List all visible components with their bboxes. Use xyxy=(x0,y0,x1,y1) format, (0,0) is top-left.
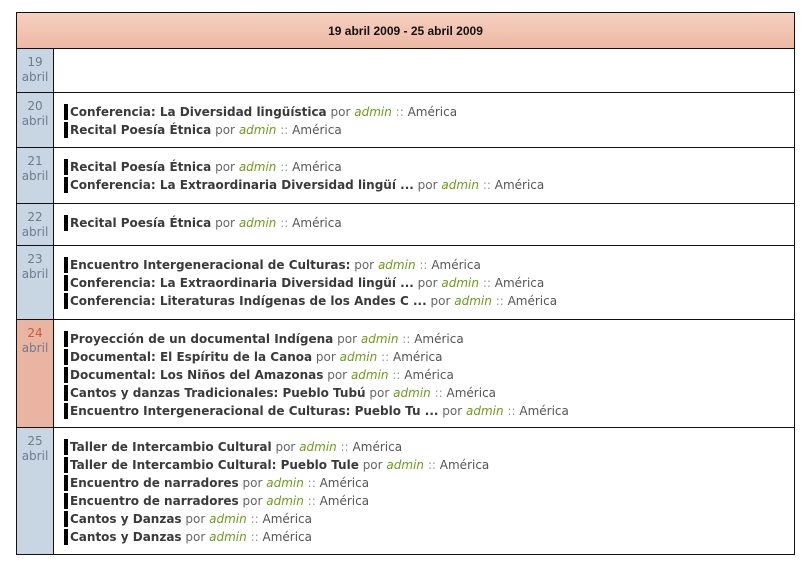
event-por-label: por xyxy=(215,123,235,137)
day-date-cell[interactable] xyxy=(17,49,54,92)
event-por-label: por xyxy=(275,440,296,454)
day-events xyxy=(54,49,794,92)
event-item xyxy=(64,274,794,292)
day-row xyxy=(17,428,794,554)
event-author-link[interactable]: admin xyxy=(238,123,277,137)
event-marker-icon xyxy=(64,331,68,347)
event-item xyxy=(64,256,794,274)
event-title-link[interactable]: Documental: Los Niños del Amazonas xyxy=(70,368,324,382)
day-events xyxy=(54,428,794,554)
event-category-link[interactable]: América xyxy=(292,160,342,174)
day-row xyxy=(17,49,794,93)
event-category-link[interactable]: América xyxy=(404,368,454,382)
event-author-link[interactable]: admin xyxy=(354,105,392,119)
day-month: abril xyxy=(21,70,49,84)
event-por-label: por xyxy=(417,276,438,290)
event-item xyxy=(64,176,794,194)
day-events xyxy=(54,148,794,203)
event-marker-icon xyxy=(64,493,68,509)
event-category-link[interactable]: América xyxy=(507,294,558,308)
day-number: 20 xyxy=(27,99,43,113)
event-por-label: por xyxy=(242,494,263,508)
event-separator: :: xyxy=(419,258,428,272)
event-por-label: por xyxy=(185,530,206,544)
day-list xyxy=(17,49,794,554)
event-item xyxy=(64,438,794,456)
event-author-link[interactable]: admin xyxy=(350,368,389,382)
day-date-cell[interactable] xyxy=(17,428,54,554)
day-date-cell[interactable] xyxy=(17,204,54,245)
event-category-link[interactable]: América xyxy=(262,530,312,544)
day-number: 21 xyxy=(27,154,43,168)
event-separator: :: xyxy=(280,123,289,137)
event-marker-icon xyxy=(64,275,68,291)
event-title-link[interactable]: Cantos y Danzas xyxy=(70,512,182,526)
event-category-link[interactable]: América xyxy=(262,512,312,526)
day-date-cell[interactable] xyxy=(17,246,54,319)
event-por-label: por xyxy=(327,368,348,382)
event-author-link[interactable]: admin xyxy=(266,476,304,490)
event-separator: :: xyxy=(395,105,404,119)
event-author-link[interactable]: admin xyxy=(339,350,378,364)
event-separator: :: xyxy=(381,350,390,364)
day-month: abril xyxy=(21,114,49,128)
day-row xyxy=(17,320,794,428)
event-separator: :: xyxy=(280,216,289,230)
event-item xyxy=(64,402,794,420)
day-number: 24 xyxy=(27,326,43,340)
event-author-link[interactable]: admin xyxy=(209,530,247,544)
event-marker-icon xyxy=(64,367,68,383)
day-row xyxy=(17,246,794,320)
event-title-link[interactable]: Cantos y Danzas xyxy=(70,530,182,544)
day-number: 19 xyxy=(27,55,43,69)
event-author-link[interactable]: admin xyxy=(393,386,431,400)
event-separator: :: xyxy=(434,386,443,400)
event-item xyxy=(64,366,794,384)
event-item xyxy=(64,348,794,366)
event-marker-icon xyxy=(64,385,68,401)
event-por-label: por xyxy=(362,458,383,472)
day-events xyxy=(54,246,794,319)
event-separator: :: xyxy=(482,276,491,290)
event-marker-icon xyxy=(64,349,68,365)
day-row xyxy=(17,93,794,148)
event-category-link[interactable]: América xyxy=(352,440,403,454)
day-month: abril xyxy=(21,267,49,281)
event-marker-icon xyxy=(64,122,68,138)
event-marker-icon xyxy=(64,511,68,527)
day-row xyxy=(17,204,794,246)
day-date-cell[interactable] xyxy=(17,148,54,203)
event-separator: :: xyxy=(340,440,349,454)
event-separator: :: xyxy=(507,404,516,418)
day-number: 23 xyxy=(27,252,43,266)
event-marker-icon xyxy=(64,439,68,455)
event-item xyxy=(64,492,794,510)
event-category-link[interactable]: América xyxy=(393,350,443,364)
day-events xyxy=(54,204,794,245)
event-item xyxy=(64,214,794,232)
event-por-label: por xyxy=(430,294,451,308)
event-category-link[interactable]: América xyxy=(414,332,464,346)
day-month: abril xyxy=(21,225,49,239)
event-author-link[interactable]: admin xyxy=(377,258,416,272)
event-por-label: por xyxy=(315,350,336,364)
event-separator: :: xyxy=(250,512,259,526)
event-title-link[interactable]: Encuentro Intergeneracional de Culturas: Pueblo Tu ... xyxy=(70,404,439,418)
event-marker-icon xyxy=(64,457,68,473)
event-title-link[interactable]: Taller de Intercambio Cultural xyxy=(70,440,272,454)
event-author-link[interactable]: admin xyxy=(466,404,504,418)
event-category-link[interactable]: América xyxy=(292,123,342,137)
event-separator: :: xyxy=(307,494,316,508)
event-separator: :: xyxy=(250,530,259,544)
event-title-link[interactable]: Conferencia: La Extraordinaria Diversidad lingüí ... xyxy=(70,178,414,192)
event-separator: :: xyxy=(280,160,289,174)
event-por-label: por xyxy=(185,512,206,526)
week-range-title: 19 abril 2009 - 25 abril 2009 xyxy=(17,13,794,49)
event-author-link[interactable]: admin xyxy=(209,512,247,526)
day-number: 22 xyxy=(27,210,43,224)
event-category-link[interactable]: América xyxy=(519,404,569,418)
event-marker-icon xyxy=(64,177,68,193)
event-item xyxy=(64,103,794,121)
event-marker-icon xyxy=(64,529,68,545)
event-por-label: por xyxy=(354,258,375,272)
event-por-label: por xyxy=(417,178,438,192)
event-category-link[interactable]: América xyxy=(494,276,545,290)
event-author-link[interactable]: admin xyxy=(266,494,304,508)
event-marker-icon xyxy=(64,475,68,491)
day-row xyxy=(17,148,794,204)
event-author-link[interactable]: admin xyxy=(238,160,277,174)
event-author-link[interactable]: admin xyxy=(299,440,337,454)
event-title-link[interactable]: Taller de Intercambio Cultural: Pueblo Tule xyxy=(70,458,359,472)
day-month: abril xyxy=(21,449,49,463)
event-title-link[interactable]: Recital Poesía Étnica xyxy=(70,160,212,174)
event-item xyxy=(64,528,794,546)
event-marker-icon xyxy=(64,293,68,309)
event-item xyxy=(64,474,794,492)
event-marker-icon xyxy=(64,215,68,231)
event-separator: :: xyxy=(402,332,411,346)
event-title-link[interactable]: Conferencia: Literaturas Indígenas de los Andes C ... xyxy=(70,294,427,308)
event-category-link[interactable]: América xyxy=(319,476,370,490)
day-month: abril xyxy=(21,341,49,355)
event-item xyxy=(64,456,794,474)
event-title-link[interactable]: Recital Poesía Étnica xyxy=(70,216,212,230)
event-author-link[interactable]: admin xyxy=(386,458,425,472)
event-por-label: por xyxy=(242,476,263,490)
event-category-link[interactable]: América xyxy=(292,216,342,230)
event-author-link[interactable]: admin xyxy=(454,294,492,308)
event-separator: :: xyxy=(482,178,491,192)
event-separator: :: xyxy=(495,294,504,308)
event-title-link[interactable]: Encuentro de narradores xyxy=(70,476,239,490)
day-date-cell[interactable] xyxy=(17,320,54,427)
event-separator: :: xyxy=(392,368,401,382)
event-marker-icon xyxy=(64,104,68,120)
event-item xyxy=(64,121,794,139)
event-title-link[interactable]: Encuentro Intergeneracional de Culturas: xyxy=(70,258,351,272)
event-category-link[interactable]: América xyxy=(494,178,545,192)
event-por-label: por xyxy=(215,160,235,174)
event-title-link[interactable]: Proyección de un documental Indígena xyxy=(70,332,334,346)
event-por-label: por xyxy=(215,216,235,230)
event-por-label: por xyxy=(442,404,463,418)
event-separator: :: xyxy=(427,458,436,472)
event-title-link[interactable]: Encuentro de narradores xyxy=(70,494,239,508)
event-item xyxy=(64,330,794,348)
event-por-label: por xyxy=(369,386,390,400)
day-number: 25 xyxy=(27,434,43,448)
day-events xyxy=(54,93,794,147)
event-item xyxy=(64,292,794,310)
event-marker-icon xyxy=(64,403,68,419)
event-title-link[interactable]: Documental: El Espíritu de la Canoa xyxy=(70,350,313,364)
event-author-link[interactable]: admin xyxy=(441,276,479,290)
event-item xyxy=(64,510,794,528)
day-date-cell[interactable] xyxy=(17,93,54,147)
event-category-link[interactable]: América xyxy=(431,258,481,272)
event-separator: :: xyxy=(307,476,316,490)
event-title-link[interactable]: Conferencia: La Extraordinaria Diversidad lingüí ... xyxy=(70,276,414,290)
event-item xyxy=(64,384,794,402)
event-author-link[interactable]: admin xyxy=(441,178,479,192)
event-category-link[interactable]: América xyxy=(439,458,490,472)
event-title-link[interactable]: Recital Poesía Étnica xyxy=(70,123,212,137)
event-author-link[interactable]: admin xyxy=(238,216,277,230)
day-events xyxy=(54,320,794,427)
event-category-link[interactable]: América xyxy=(446,386,497,400)
event-author-link[interactable]: admin xyxy=(360,332,399,346)
day-month: abril xyxy=(21,169,49,183)
event-item xyxy=(64,158,794,176)
event-por-label: por xyxy=(337,332,358,346)
week-calendar xyxy=(16,12,795,555)
event-category-link[interactable]: América xyxy=(407,105,458,119)
event-title-link[interactable]: Cantos y danzas Tradicionales: Pueblo Tubú xyxy=(70,386,366,400)
event-category-link[interactable]: América xyxy=(319,494,370,508)
event-por-label: por xyxy=(330,105,351,119)
event-title-link[interactable]: Conferencia: La Diversidad lingüística xyxy=(70,105,327,119)
event-marker-icon xyxy=(64,159,68,175)
event-marker-icon xyxy=(64,257,68,273)
